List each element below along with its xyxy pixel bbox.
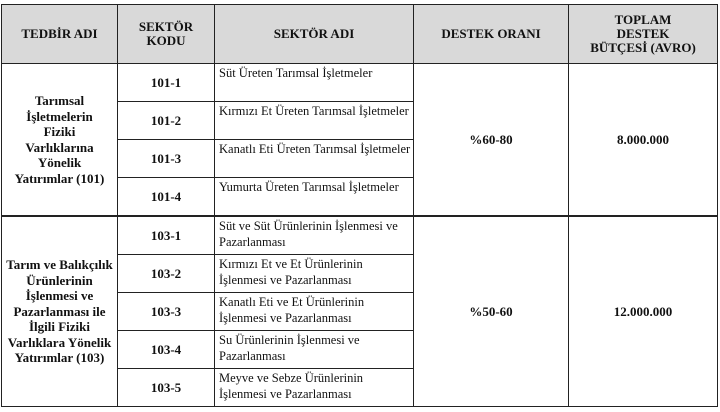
header-sektor: SEKTÖR ADI (215, 5, 414, 64)
tedbir-name: Tarımsal İşletmelerin Fiziki Varlıklarına Yönelik Yatırımlar (101) (2, 64, 118, 217)
sector-code: 101-3 (118, 140, 215, 178)
total-budget: 8.000.000 (569, 64, 718, 217)
sector-name: Kanatlı Eti ve Et Ürünlerinin İşlenmesi ve Pazarlanması (215, 293, 414, 331)
total-budget: 12.000.000 (569, 216, 718, 407)
sector-code: 103-5 (118, 369, 215, 407)
table-row (2, 216, 718, 255)
sector-code: 103-3 (118, 293, 215, 331)
table-row (2, 64, 718, 102)
support-table (1, 4, 718, 407)
header-row (2, 5, 718, 64)
header-kod: SEKTÖR KODU (118, 5, 215, 64)
header-butce: TOPLAM DESTEK BÜTÇESİ (AVRO) (569, 5, 718, 64)
sector-code: 101-2 (118, 102, 215, 140)
header-tedbir: TEDBİR ADI (2, 5, 118, 64)
support-rate: %50-60 (414, 216, 569, 407)
sector-name: Süt ve Süt Ürünlerinin İşlenmesi ve Pazarlanması (215, 216, 414, 255)
sector-name: Kırmızı Et Üreten Tarımsal İşletmeler (215, 102, 414, 140)
sector-code: 101-4 (118, 178, 215, 217)
support-rate: %60-80 (414, 64, 569, 217)
sector-name: Kırmızı Et ve Et Ürünlerinin İşlenmesi ve Pazarlanması (215, 255, 414, 293)
sector-code: 101-1 (118, 64, 215, 102)
sector-code: 103-4 (118, 331, 215, 369)
sector-name: Yumurta Üreten Tarımsal İşletmeler (215, 178, 414, 217)
sector-code: 103-1 (118, 216, 215, 255)
header-oran: DESTEK ORANI (414, 5, 569, 64)
sector-code: 103-2 (118, 255, 215, 293)
sector-name: Süt Üreten Tarımsal İşletmeler (215, 64, 414, 102)
sector-name: Kanatlı Eti Üreten Tarımsal İşletmeler (215, 140, 414, 178)
tedbir-name: Tarım ve Balıkçılık Ürünlerinin İşlenmesi ve Pazarlanması ile İlgili Fiziki Varlıklara Yönelik Yatırımlar (103) (2, 216, 118, 407)
sector-name: Meyve ve Sebze Ürünlerinin İşlenmesi ve Pazarlanması (215, 369, 414, 407)
sector-name: Su Ürünlerinin İşlenmesi ve Pazarlanması (215, 331, 414, 369)
